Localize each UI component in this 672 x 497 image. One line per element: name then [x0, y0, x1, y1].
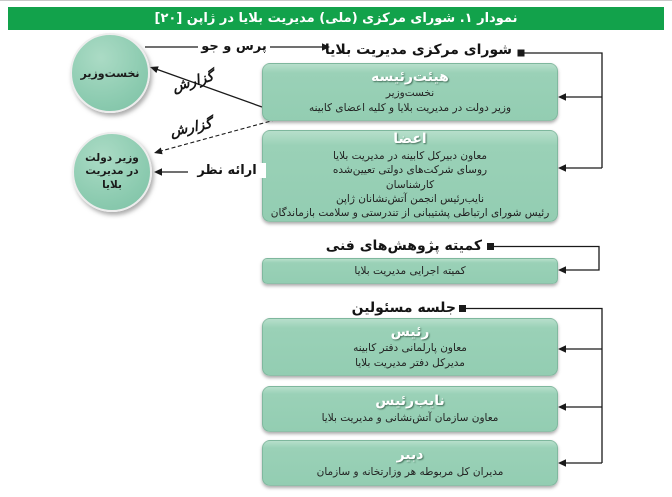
arrowhead — [558, 403, 566, 411]
circle-prime-minister-label: نخست‌وزیر — [80, 66, 140, 80]
box-line: روسای شرکت‌های دولتی تعیین‌شده — [332, 164, 488, 177]
box-line: نایب‌رئیس انجمن آتش‌نشانان ژاپن — [335, 192, 485, 205]
heading-technical-research-committee: کمیته پژوهش‌های فنی — [325, 238, 482, 254]
arrowhead — [558, 93, 566, 101]
box-line: معاون پارلمانی دفتر کابینه — [353, 342, 467, 355]
box-line: کارشناسان — [385, 178, 435, 191]
circle-prime-minister — [70, 33, 150, 113]
box-executive-committee — [262, 258, 558, 284]
box-line: رئیس شورای ارتباطی پشتیبانی از تندرستی و سلامت بازماندگان — [270, 207, 550, 220]
box-line: مدیرکل دفتر مدیریت بلایا — [355, 356, 465, 369]
box-secretary — [262, 440, 558, 486]
arrowhead — [558, 345, 566, 353]
connector-node-square — [487, 243, 494, 250]
heading-central-council: شورای مرکزی مدیریت بلایا — [324, 42, 512, 58]
box-line: نخست‌وزیر — [385, 87, 435, 100]
box-line: معاون دبیرکل کابینه در مدیریت بلایا — [332, 149, 488, 162]
box-vice-chairman-title: نایب‌رئیس — [375, 393, 445, 409]
circle-state-minister — [72, 132, 152, 212]
arrowhead — [154, 148, 163, 155]
report-label-2: گزارش — [168, 115, 214, 141]
inquiry-label: پرس و جو — [198, 39, 270, 54]
connector-node-square — [518, 50, 525, 57]
box-secretary-title: دبیر — [396, 447, 424, 463]
box-line: کمیته اجرایی مدیریت بلایا — [354, 264, 466, 277]
opinion-label: ارائه نظر — [188, 163, 266, 178]
figure-caption: نمودار ۱. شورای مرکزی (ملی) مدیریت بلایا در ژاپن [۲۰] — [154, 11, 518, 26]
box-members — [262, 130, 558, 222]
arrowhead — [558, 266, 566, 274]
arrowhead — [558, 164, 566, 172]
box-chairman-title: رئیس — [390, 323, 430, 340]
box-presiding-board-title: هیئت‌رئیسه — [371, 68, 449, 85]
arrowhead — [154, 168, 162, 176]
box-line: معاون سازمان آتش‌نشانی و مدیریت بلایا — [321, 411, 499, 424]
arrowhead — [558, 459, 566, 467]
box-line: مدیران کل مربوطه هر وزارتخانه و سازمان — [316, 465, 504, 478]
heading-officials-meeting: جلسه مسئولین — [351, 300, 456, 316]
circle-state-minister-label: وزیر دولت در مدیریت بلایا — [85, 151, 139, 191]
box-line: وزیر دولت در مدیریت بلایا و کلیه اعضای کابینه — [308, 101, 512, 114]
report-label-1: گزارش — [170, 68, 216, 96]
box-members-title: اعضا — [393, 131, 427, 148]
box-vice-chairman — [262, 386, 558, 432]
connector-node-square — [459, 305, 466, 312]
box-presiding-board — [262, 63, 558, 121]
arrowhead — [150, 66, 159, 73]
box-chairman — [262, 318, 558, 376]
